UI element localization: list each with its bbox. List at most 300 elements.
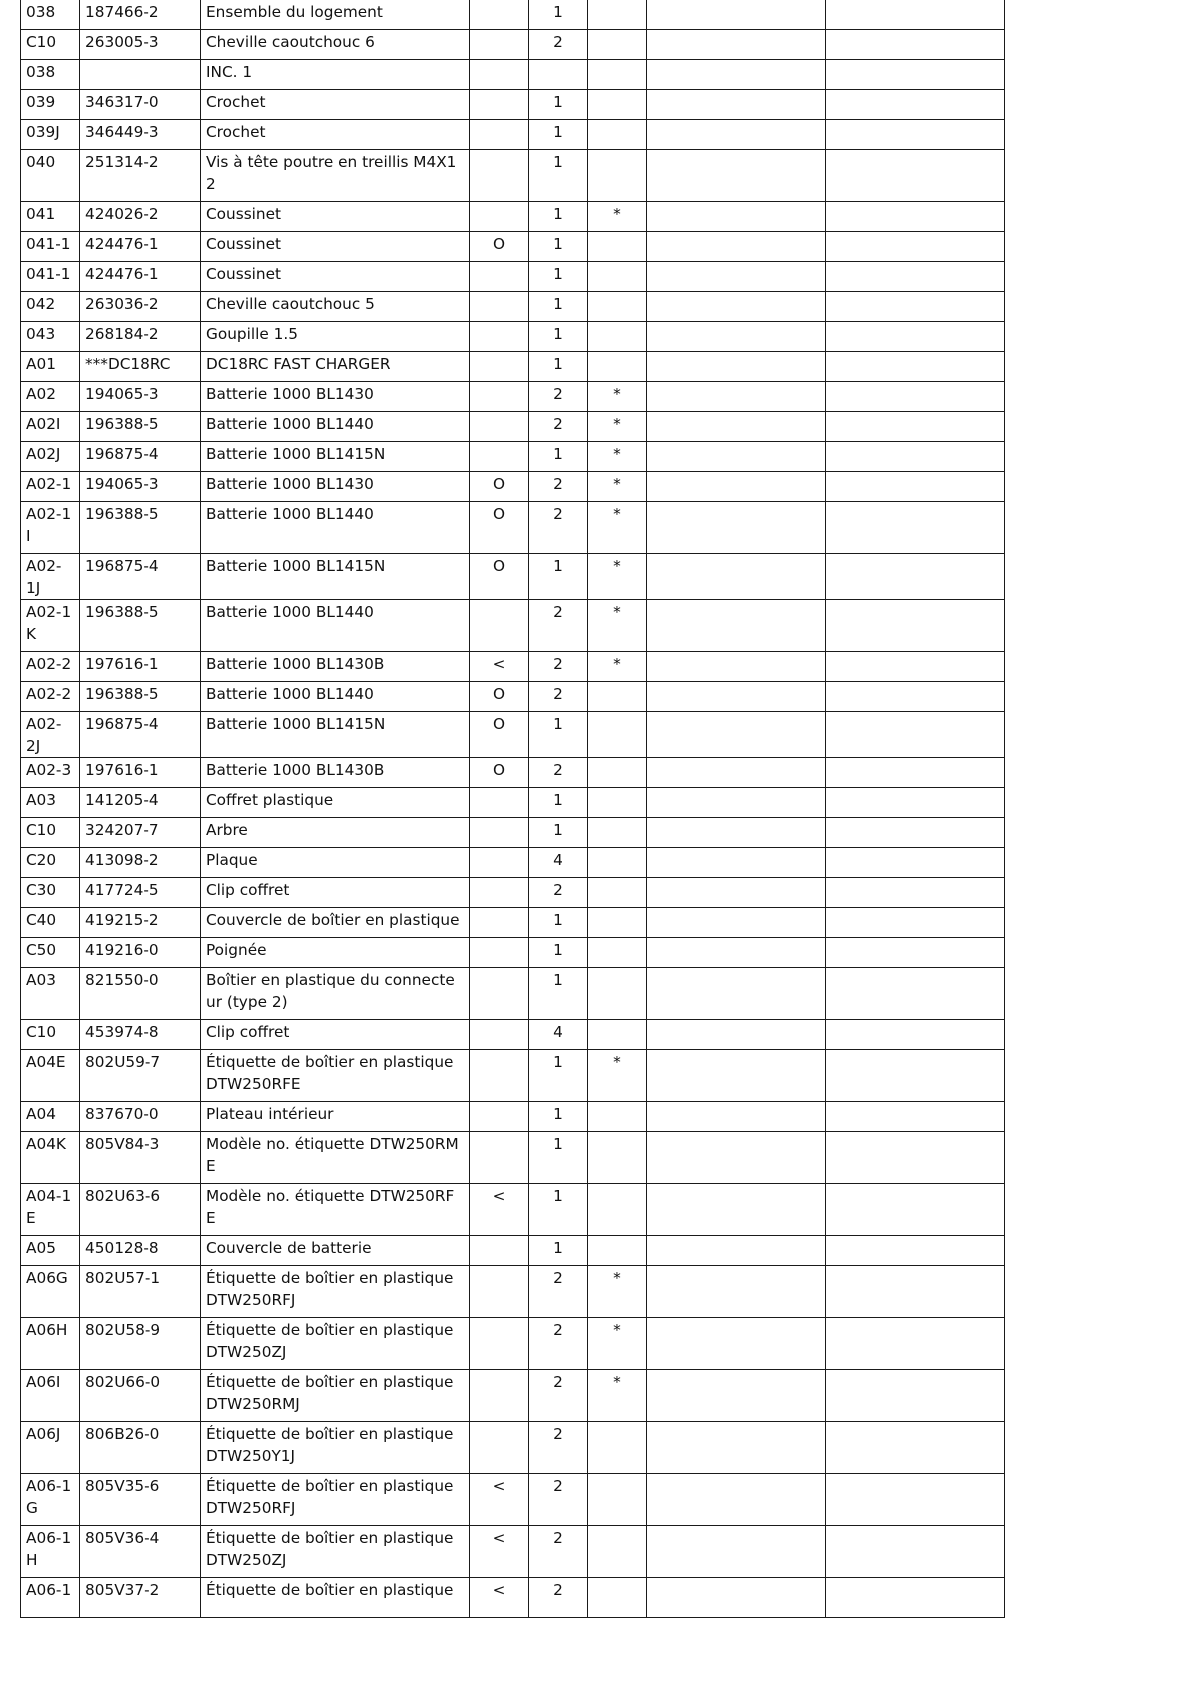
quantity-cell: 1	[529, 1132, 588, 1184]
empty-cell-1	[647, 382, 826, 412]
part-number-cell: 141205-4	[80, 788, 201, 818]
description-cell: DC18RC FAST CHARGER	[201, 352, 470, 382]
empty-cell-2	[826, 292, 1005, 322]
table-row	[21, 1370, 1005, 1422]
table-row	[21, 292, 1005, 322]
parts-table	[20, 0, 1005, 1618]
part-number-cell: 805V35-6	[80, 1474, 201, 1526]
table-row	[21, 262, 1005, 292]
quantity-cell: 1	[529, 262, 588, 292]
note-cell	[470, 60, 529, 90]
mark-cell	[588, 1474, 647, 1526]
table-row	[21, 938, 1005, 968]
ref-cell: 042	[21, 292, 80, 322]
part-number-cell: 837670-0	[80, 1102, 201, 1132]
ref-cell: A06I	[21, 1370, 80, 1422]
ref-cell: A06-1	[21, 1578, 80, 1618]
note-cell	[470, 818, 529, 848]
table-row	[21, 554, 1005, 600]
ref-cell: A02J	[21, 442, 80, 472]
description-cell: Vis à tête poutre en treillis M4X1 2	[201, 150, 470, 202]
part-number-cell: 263005-3	[80, 30, 201, 60]
quantity-cell: 2	[529, 1474, 588, 1526]
description-cell: Étiquette de boîtier en plastique DTW250RMJ	[201, 1370, 470, 1422]
note-cell	[470, 968, 529, 1020]
ref-cell: 040	[21, 150, 80, 202]
description-cell: Couvercle de batterie	[201, 1236, 470, 1266]
part-number-cell: 196388-5	[80, 412, 201, 442]
note-cell	[470, 788, 529, 818]
mark-cell	[588, 1102, 647, 1132]
mark-cell	[588, 938, 647, 968]
ref-cell: A06J	[21, 1422, 80, 1474]
note-cell	[470, 938, 529, 968]
ref-cell: C20	[21, 848, 80, 878]
ref-cell: A06H	[21, 1318, 80, 1370]
note-cell	[470, 150, 529, 202]
quantity-cell: 2	[529, 1370, 588, 1422]
description-cell: Boîtier en plastique du connecte ur (type 2)	[201, 968, 470, 1020]
part-number-cell: 805V84-3	[80, 1132, 201, 1184]
mark-cell	[588, 878, 647, 908]
description-cell: Couvercle de boîtier en plastique	[201, 908, 470, 938]
quantity-cell: 2	[529, 1578, 588, 1618]
table-row	[21, 1020, 1005, 1050]
part-number-cell: 413098-2	[80, 848, 201, 878]
mark-cell	[588, 1422, 647, 1474]
note-cell: <	[470, 1474, 529, 1526]
empty-cell-2	[826, 1184, 1005, 1236]
ref-cell: A02-1	[21, 472, 80, 502]
table-row	[21, 1236, 1005, 1266]
mark-cell: *	[588, 1050, 647, 1102]
mark-cell	[588, 908, 647, 938]
empty-cell-2	[826, 412, 1005, 442]
note-cell: O	[470, 502, 529, 554]
ref-cell: A02	[21, 382, 80, 412]
empty-cell-1	[647, 652, 826, 682]
part-number-cell: 802U66-0	[80, 1370, 201, 1422]
note-cell	[470, 1266, 529, 1318]
quantity-cell: 1	[529, 442, 588, 472]
part-number-cell: 196875-4	[80, 442, 201, 472]
mark-cell: *	[588, 202, 647, 232]
empty-cell-2	[826, 938, 1005, 968]
description-cell: INC. 1	[201, 60, 470, 90]
empty-cell-2	[826, 848, 1005, 878]
part-number-cell: 453974-8	[80, 1020, 201, 1050]
empty-cell-2	[826, 1132, 1005, 1184]
empty-cell-1	[647, 120, 826, 150]
mark-cell	[588, 262, 647, 292]
mark-cell	[588, 322, 647, 352]
description-cell: Clip coffret	[201, 1020, 470, 1050]
note-cell	[470, 322, 529, 352]
ref-cell: A06-1 H	[21, 1526, 80, 1578]
quantity-cell: 1	[529, 1236, 588, 1266]
ref-cell: A06G	[21, 1266, 80, 1318]
quantity-cell: 2	[529, 600, 588, 652]
part-number-cell: 194065-3	[80, 382, 201, 412]
empty-cell-1	[647, 150, 826, 202]
note-cell	[470, 30, 529, 60]
empty-cell-2	[826, 554, 1005, 600]
description-cell: Étiquette de boîtier en plastique DTW250RFJ	[201, 1266, 470, 1318]
quantity-cell: 2	[529, 682, 588, 712]
description-cell: Étiquette de boîtier en plastique DTW250RFJ	[201, 1474, 470, 1526]
empty-cell-2	[826, 382, 1005, 412]
ref-cell: 041	[21, 202, 80, 232]
quantity-cell: 2	[529, 1422, 588, 1474]
table-row	[21, 30, 1005, 60]
description-cell: Poignée	[201, 938, 470, 968]
part-number-cell: 802U57-1	[80, 1266, 201, 1318]
note-cell	[470, 908, 529, 938]
note-cell	[470, 1422, 529, 1474]
empty-cell-2	[826, 1266, 1005, 1318]
ref-cell: 038	[21, 60, 80, 90]
ref-cell: A03	[21, 968, 80, 1020]
ref-cell: A04K	[21, 1132, 80, 1184]
part-number-cell: 197616-1	[80, 758, 201, 788]
empty-cell-1	[647, 232, 826, 262]
description-cell: Batterie 1000 BL1415N	[201, 554, 470, 600]
empty-cell-1	[647, 30, 826, 60]
empty-cell-2	[826, 1020, 1005, 1050]
empty-cell-2	[826, 1050, 1005, 1102]
empty-cell-2	[826, 0, 1005, 30]
ref-cell: A03	[21, 788, 80, 818]
part-number-cell: 802U58-9	[80, 1318, 201, 1370]
description-cell: Goupille 1.5	[201, 322, 470, 352]
part-number-cell: 196388-5	[80, 502, 201, 554]
table-row	[21, 90, 1005, 120]
description-cell: Cheville caoutchouc 6	[201, 30, 470, 60]
ref-cell: A04	[21, 1102, 80, 1132]
part-number-cell: 197616-1	[80, 652, 201, 682]
note-cell: O	[470, 682, 529, 712]
empty-cell-1	[647, 412, 826, 442]
table-row	[21, 1422, 1005, 1474]
note-cell: <	[470, 652, 529, 682]
mark-cell: *	[588, 1266, 647, 1318]
note-cell	[470, 382, 529, 412]
description-cell: Arbre	[201, 818, 470, 848]
quantity-cell: 1	[529, 818, 588, 848]
mark-cell	[588, 1132, 647, 1184]
note-cell	[470, 120, 529, 150]
empty-cell-2	[826, 600, 1005, 652]
ref-cell: 039	[21, 90, 80, 120]
empty-cell-1	[647, 1266, 826, 1318]
table-row	[21, 1184, 1005, 1236]
note-cell	[470, 878, 529, 908]
ref-cell: A02-3	[21, 758, 80, 788]
table-row	[21, 878, 1005, 908]
note-cell: O	[470, 472, 529, 502]
part-number-cell: 324207-7	[80, 818, 201, 848]
empty-cell-2	[826, 1318, 1005, 1370]
ref-cell: A02-2	[21, 682, 80, 712]
empty-cell-1	[647, 938, 826, 968]
mark-cell	[588, 232, 647, 262]
quantity-cell: 1	[529, 554, 588, 600]
note-cell	[470, 262, 529, 292]
description-cell: Batterie 1000 BL1440	[201, 600, 470, 652]
ref-cell: C10	[21, 818, 80, 848]
table-row	[21, 1266, 1005, 1318]
quantity-cell: 1	[529, 150, 588, 202]
ref-cell: 041-1	[21, 262, 80, 292]
table-row	[21, 908, 1005, 938]
empty-cell-1	[647, 90, 826, 120]
mark-cell	[588, 1184, 647, 1236]
table-row	[21, 712, 1005, 758]
description-cell: Coussinet	[201, 232, 470, 262]
table-row	[21, 682, 1005, 712]
table-row	[21, 0, 1005, 30]
ref-cell: A02-2J	[21, 712, 80, 758]
empty-cell-1	[647, 968, 826, 1020]
part-number-cell: 821550-0	[80, 968, 201, 1020]
mark-cell	[588, 818, 647, 848]
note-cell	[470, 600, 529, 652]
ref-cell: A01	[21, 352, 80, 382]
part-number-cell: 196875-4	[80, 712, 201, 758]
description-cell: Batterie 1000 BL1430B	[201, 652, 470, 682]
description-cell: Batterie 1000 BL1440	[201, 682, 470, 712]
quantity-cell: 1	[529, 322, 588, 352]
mark-cell: *	[588, 442, 647, 472]
quantity-cell: 2	[529, 412, 588, 442]
table-row	[21, 788, 1005, 818]
description-cell: Étiquette de boîtier en plastique DTW250ZJ	[201, 1526, 470, 1578]
ref-cell: A02-1 I	[21, 502, 80, 554]
quantity-cell: 1	[529, 232, 588, 262]
part-number-cell: 194065-3	[80, 472, 201, 502]
table-row	[21, 382, 1005, 412]
table-row	[21, 150, 1005, 202]
description-cell: Batterie 1000 BL1430B	[201, 758, 470, 788]
description-cell: Batterie 1000 BL1440	[201, 502, 470, 554]
description-cell: Cheville caoutchouc 5	[201, 292, 470, 322]
description-cell: Ensemble du logement	[201, 0, 470, 30]
quantity-cell: 4	[529, 848, 588, 878]
quantity-cell: 1	[529, 788, 588, 818]
part-number-cell: 196388-5	[80, 600, 201, 652]
quantity-cell: 2	[529, 382, 588, 412]
empty-cell-2	[826, 202, 1005, 232]
mark-cell: *	[588, 1318, 647, 1370]
mark-cell	[588, 60, 647, 90]
mark-cell: *	[588, 412, 647, 442]
quantity-cell: 1	[529, 938, 588, 968]
note-cell	[470, 1236, 529, 1266]
mark-cell	[588, 848, 647, 878]
part-number-cell: 196875-4	[80, 554, 201, 600]
table-row	[21, 472, 1005, 502]
description-cell: Batterie 1000 BL1415N	[201, 712, 470, 758]
ref-cell: C30	[21, 878, 80, 908]
mark-cell	[588, 1236, 647, 1266]
table-row	[21, 1132, 1005, 1184]
description-cell: Batterie 1000 BL1440	[201, 412, 470, 442]
mark-cell	[588, 682, 647, 712]
quantity-cell: 1	[529, 202, 588, 232]
table-row	[21, 60, 1005, 90]
ref-cell: A04-1 E	[21, 1184, 80, 1236]
table-row	[21, 1050, 1005, 1102]
quantity-cell: 2	[529, 1526, 588, 1578]
empty-cell-2	[826, 968, 1005, 1020]
part-number-cell: 419216-0	[80, 938, 201, 968]
note-cell: <	[470, 1578, 529, 1618]
empty-cell-1	[647, 554, 826, 600]
note-cell	[470, 848, 529, 878]
mark-cell	[588, 292, 647, 322]
note-cell: O	[470, 758, 529, 788]
part-number-cell: 268184-2	[80, 322, 201, 352]
ref-cell: 039J	[21, 120, 80, 150]
empty-cell-1	[647, 1184, 826, 1236]
quantity-cell: 2	[529, 472, 588, 502]
empty-cell-2	[826, 442, 1005, 472]
description-cell: Étiquette de boîtier en plastique DTW250ZJ	[201, 1318, 470, 1370]
quantity-cell: 1	[529, 0, 588, 30]
description-cell: Crochet	[201, 120, 470, 150]
empty-cell-2	[826, 758, 1005, 788]
part-number-cell: 346317-0	[80, 90, 201, 120]
empty-cell-2	[826, 788, 1005, 818]
quantity-cell: 1	[529, 968, 588, 1020]
quantity-cell: 1	[529, 352, 588, 382]
ref-cell: C40	[21, 908, 80, 938]
part-number-cell: 805V37-2	[80, 1578, 201, 1618]
note-cell: O	[470, 232, 529, 262]
empty-cell-1	[647, 60, 826, 90]
quantity-cell: 1	[529, 1184, 588, 1236]
quantity-cell: 1	[529, 908, 588, 938]
note-cell	[470, 202, 529, 232]
mark-cell: *	[588, 382, 647, 412]
empty-cell-1	[647, 848, 826, 878]
table-row	[21, 1102, 1005, 1132]
empty-cell-2	[826, 818, 1005, 848]
empty-cell-1	[647, 0, 826, 30]
table-row	[21, 848, 1005, 878]
quantity-cell: 1	[529, 90, 588, 120]
ref-cell: A02-1J	[21, 554, 80, 600]
parts-table-body	[21, 0, 1005, 1618]
quantity-cell: 2	[529, 1318, 588, 1370]
empty-cell-1	[647, 1102, 826, 1132]
empty-cell-1	[647, 1422, 826, 1474]
empty-cell-2	[826, 1236, 1005, 1266]
quantity-cell: 2	[529, 878, 588, 908]
empty-cell-1	[647, 878, 826, 908]
quantity-cell: 2	[529, 30, 588, 60]
table-row	[21, 202, 1005, 232]
empty-cell-1	[647, 682, 826, 712]
mark-cell	[588, 0, 647, 30]
mark-cell: *	[588, 554, 647, 600]
part-number-cell: 346449-3	[80, 120, 201, 150]
ref-cell: A05	[21, 1236, 80, 1266]
mark-cell	[588, 30, 647, 60]
description-cell: Étiquette de boîtier en plastique DTW250RFE	[201, 1050, 470, 1102]
empty-cell-1	[647, 1318, 826, 1370]
description-cell: Batterie 1000 BL1430	[201, 472, 470, 502]
note-cell	[470, 352, 529, 382]
mark-cell: *	[588, 1370, 647, 1422]
quantity-cell: 4	[529, 1020, 588, 1050]
mark-cell	[588, 1526, 647, 1578]
mark-cell	[588, 150, 647, 202]
empty-cell-2	[826, 652, 1005, 682]
ref-cell: A02-2	[21, 652, 80, 682]
table-row	[21, 1578, 1005, 1618]
empty-cell-2	[826, 322, 1005, 352]
empty-cell-2	[826, 30, 1005, 60]
empty-cell-1	[647, 1370, 826, 1422]
empty-cell-2	[826, 472, 1005, 502]
part-number-cell	[80, 60, 201, 90]
quantity-cell: 2	[529, 652, 588, 682]
empty-cell-1	[647, 442, 826, 472]
empty-cell-1	[647, 712, 826, 758]
description-cell: Coussinet	[201, 202, 470, 232]
note-cell: <	[470, 1184, 529, 1236]
note-cell	[470, 1318, 529, 1370]
note-cell	[470, 1102, 529, 1132]
empty-cell-1	[647, 352, 826, 382]
table-row	[21, 600, 1005, 652]
empty-cell-2	[826, 90, 1005, 120]
part-number-cell: 805V36-4	[80, 1526, 201, 1578]
empty-cell-1	[647, 758, 826, 788]
empty-cell-1	[647, 472, 826, 502]
ref-cell: 041-1	[21, 232, 80, 262]
mark-cell	[588, 120, 647, 150]
empty-cell-2	[826, 1370, 1005, 1422]
quantity-cell: 1	[529, 1050, 588, 1102]
description-cell: Modèle no. étiquette DTW250RM E	[201, 1132, 470, 1184]
table-row	[21, 1318, 1005, 1370]
ref-cell: A06-1 G	[21, 1474, 80, 1526]
ref-cell: 038	[21, 0, 80, 30]
quantity-cell: 2	[529, 758, 588, 788]
empty-cell-1	[647, 502, 826, 554]
empty-cell-1	[647, 818, 826, 848]
empty-cell-1	[647, 262, 826, 292]
quantity-cell: 2	[529, 502, 588, 554]
empty-cell-2	[826, 232, 1005, 262]
table-row	[21, 442, 1005, 472]
note-cell	[470, 412, 529, 442]
empty-cell-2	[826, 908, 1005, 938]
table-row	[21, 1526, 1005, 1578]
part-number-cell: 424476-1	[80, 232, 201, 262]
mark-cell: *	[588, 472, 647, 502]
part-number-cell: 263036-2	[80, 292, 201, 322]
description-cell: Coffret plastique	[201, 788, 470, 818]
description-cell: Modèle no. étiquette DTW250RF E	[201, 1184, 470, 1236]
empty-cell-1	[647, 1578, 826, 1618]
empty-cell-2	[826, 682, 1005, 712]
empty-cell-1	[647, 908, 826, 938]
empty-cell-2	[826, 262, 1005, 292]
empty-cell-1	[647, 1132, 826, 1184]
